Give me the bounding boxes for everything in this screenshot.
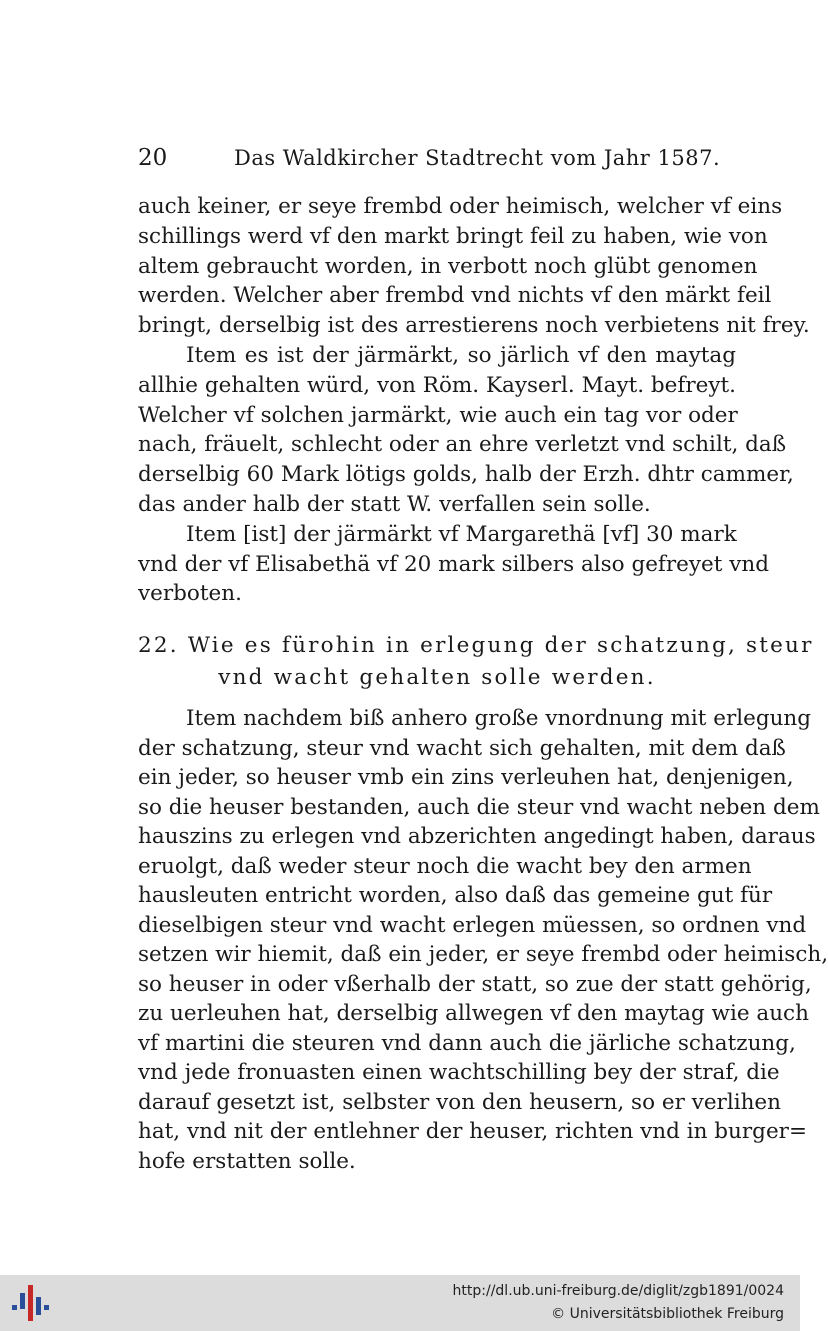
heading-line-1: 22. Wie es fürohin in erlegung der schatzung, steur bbox=[138, 633, 814, 658]
text-line: derselbig 60 Mark lötigs golds, halb der Erzh. dhtr cammer, bbox=[138, 462, 794, 488]
logo-bar bbox=[28, 1285, 33, 1321]
permalink-url[interactable]: http://dl.ub.uni-freiburg.de/diglit/zgb1891/0024 bbox=[452, 1283, 784, 1299]
text-line: hofe erstatten solle. bbox=[138, 1148, 356, 1174]
heading-line-2: vnd wacht gehalten solle werden. bbox=[218, 665, 656, 690]
running-title: Das Waldkircher Stadtrecht vom Jahr 1587. bbox=[234, 146, 721, 170]
viewer-footer bbox=[0, 1275, 800, 1331]
page-header bbox=[138, 140, 738, 176]
text-line: zu uerleuhen hat, derselbig allwegen vf den maytag wie auch bbox=[138, 1001, 809, 1026]
text-line: hat, vnd nit der entlehner der heuser, richten vnd in burger= bbox=[138, 1119, 807, 1144]
text-line: hauszins zu erlegen vnd abzerichten angedingt haben, daraus bbox=[138, 824, 816, 849]
text-line: vnd der vf Elisabethä vf 20 mark silbers also gefreyet vnd bbox=[138, 551, 769, 577]
text-line: eruolgt, daß weder steur noch die wacht bey den armen bbox=[138, 853, 752, 879]
text-block-1 bbox=[138, 192, 810, 609]
text-line: schillings werd vf den markt bringt feil zu haben, wie von bbox=[138, 223, 768, 249]
text-line: Item es ist der järmärkt, so järlich vf den maytag bbox=[186, 342, 736, 368]
text-line: Item nachdem biß anhero große vnordnung mit erlegung bbox=[186, 706, 812, 731]
text-line: nach, fräuelt, schlecht oder an ehre verletzt vnd schilt, daß bbox=[138, 432, 787, 458]
section-heading bbox=[138, 630, 814, 694]
text-line: altem gebraucht worden, in verbott noch glübt genomen bbox=[138, 253, 758, 279]
text-line: dieselbigen steur vnd wacht erlegen müessen, so ordnen vnd bbox=[138, 912, 807, 938]
text-line: der schatzung, steur vnd wacht sich gehalten, mit dem daß bbox=[138, 735, 786, 761]
text-line: darauf gesetzt ist, selbster von den heusern, so er verlihen bbox=[138, 1089, 781, 1115]
text-line: das ander halb der statt W. verfallen sein solle. bbox=[138, 491, 651, 517]
text-line: vnd jede fronuasten einen wachtschilling bey der straf, die bbox=[138, 1060, 780, 1085]
library-logo-icon bbox=[10, 1283, 52, 1323]
logo-bar bbox=[44, 1305, 49, 1310]
logo-bar bbox=[12, 1305, 17, 1310]
logo-bar bbox=[36, 1297, 41, 1315]
text-line: werden. Welcher aber frembd vnd nichts vf den märkt feil bbox=[138, 283, 772, 309]
text-line: verboten. bbox=[138, 581, 242, 607]
text-line: so die heuser bestanden, auch die steur vnd wacht neben dem bbox=[138, 794, 820, 820]
text-block-2 bbox=[138, 704, 828, 1176]
text-line: bringt, derselbig ist des arrestierens noch verbietens nit frey. bbox=[138, 313, 810, 339]
text-line: so heuser in oder vßerhalb der statt, so zue der statt gehörig, bbox=[138, 971, 812, 997]
text-line: setzen wir hiemit, daß ein jeder, er seye frembd oder heimisch, bbox=[138, 942, 828, 967]
page-number: 20 bbox=[138, 145, 168, 171]
text-line: vf martini die steuren vnd dann auch die järliche schatzung, bbox=[138, 1030, 796, 1056]
copyright-notice: © Universitätsbibliothek Freiburg bbox=[551, 1306, 784, 1322]
logo-bar bbox=[20, 1293, 25, 1309]
text-line: Welcher vf solchen jarmärkt, wie auch ein tag vor oder bbox=[138, 402, 738, 428]
text-line: ein jeder, so heuser vmb ein zins verleuhen hat, denjenigen, bbox=[138, 765, 794, 790]
text-line: allhie gehalten würd, von Röm. Kayserl. Mayt. befreyt. bbox=[138, 372, 736, 398]
text-line: auch keiner, er seye frembd oder heimisch, welcher vf eins bbox=[138, 194, 783, 219]
text-line: Item [ist] der järmärkt vf Margarethä [vf] 30 mark bbox=[186, 521, 737, 547]
text-line: hausleuten entricht worden, also daß das gemeine gut für bbox=[138, 883, 773, 908]
